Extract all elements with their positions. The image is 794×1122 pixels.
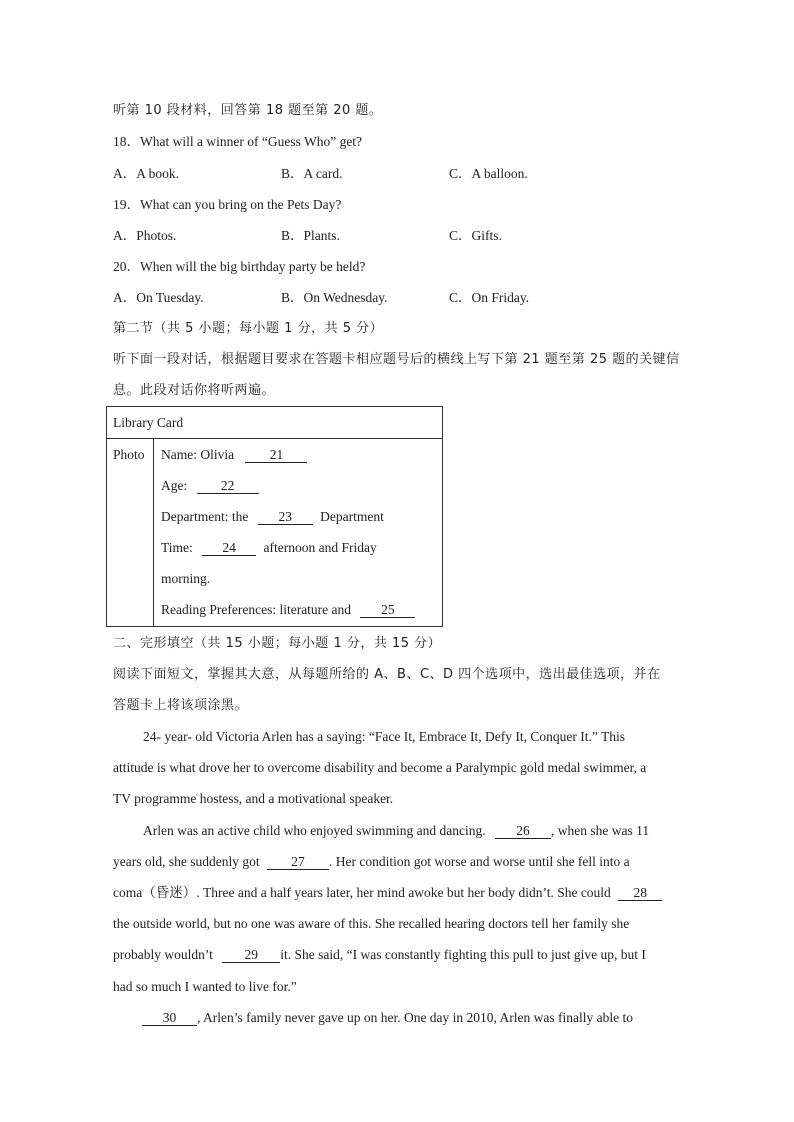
- name-label: Name: Olivia: [161, 447, 235, 462]
- reading-label: Reading Preferences: literature and: [161, 602, 352, 617]
- answer-blank-21[interactable]: 21: [245, 447, 307, 463]
- time-row: [161, 539, 377, 557]
- cloze-instructions-line1: 阅读下面短文，掌握其大意，从每题所给的 A、B、C、D 四个选项中，选出最佳选项，并在: [113, 667, 661, 682]
- name-row: [161, 446, 307, 464]
- passage-line: [113, 884, 683, 902]
- cloze-heading: 二、完形填空（共 15 小题；每小题 1 分，共 15 分）: [113, 636, 442, 651]
- cloze-instructions-line2: 答题卡上将该项涂黑。: [113, 698, 249, 713]
- passage-text: years old, she suddenly got: [113, 854, 260, 869]
- option-c: C．A balloon.: [449, 166, 528, 181]
- question-19: [113, 196, 341, 214]
- age-label: Age:: [161, 478, 188, 493]
- passage-line: [113, 822, 713, 840]
- answer-blank-22[interactable]: 22: [197, 478, 259, 494]
- option-a: A．Photos.: [113, 228, 177, 243]
- part2-heading: 第二节（共 5 小题；每小题 1 分，共 5 分）: [113, 321, 384, 336]
- reading-row: [161, 601, 415, 619]
- answer-blank-23[interactable]: 23: [258, 509, 313, 525]
- passage-text: probably wouldn’t: [113, 947, 213, 962]
- question-18: [113, 133, 362, 151]
- option-c: C．Gifts.: [449, 228, 502, 243]
- passage-line: [113, 946, 683, 964]
- option-a: A．A book.: [113, 166, 180, 181]
- department-row: [161, 508, 384, 526]
- option-b: B．A card.: [281, 166, 343, 181]
- department-label: Department: the: [161, 509, 249, 524]
- passage-line: [113, 853, 683, 871]
- question-text: What will a winner of “Guess Who” get?: [140, 134, 363, 149]
- question-number: 20．: [113, 259, 140, 274]
- passage-line: attitude is what drove her to overcome disability and become a Paralympic gold medal swimmer, a: [113, 760, 647, 775]
- passage-text: coma（昏迷）. Three and a half years later, her mind awoke but her body didn’t. She could: [113, 885, 611, 900]
- passage-line: 24- year- old Victoria Arlen has a saying: “Face It, Embrace It, Defy It, Conquer It.” This: [143, 729, 626, 744]
- cloze-blank-29[interactable]: 29: [222, 947, 280, 963]
- time-suffix: afternoon and Friday: [263, 540, 377, 555]
- option-c: C．On Friday.: [449, 290, 530, 305]
- cloze-blank-27[interactable]: 27: [267, 854, 329, 870]
- passage-line: the outside world, but no one was aware of this. She recalled hearing doctors tell her family she: [113, 916, 630, 931]
- card-title-cell: [107, 407, 443, 439]
- question-text: What can you bring on the Pets Day?: [140, 197, 342, 212]
- question-20: [113, 258, 365, 276]
- answer-blank-24[interactable]: 24: [202, 540, 256, 556]
- answer-blank-25[interactable]: 25: [360, 602, 415, 618]
- photo-cell: [107, 439, 154, 627]
- cloze-blank-28[interactable]: 28: [618, 885, 662, 901]
- cloze-blank-26[interactable]: 26: [495, 823, 551, 839]
- section-intro: 听第 10 段材料，回答第 18 题至第 20 题。: [113, 103, 383, 118]
- option-b: B．Plants.: [281, 228, 340, 243]
- passage-text: , Arlen’s family never gave up on her. One day in 2010, Arlen was finally able to: [197, 1010, 634, 1025]
- department-suffix: Department: [320, 509, 384, 524]
- passage-line: had so much I wanted to live for.”: [113, 979, 297, 994]
- time-row-continued: morning.: [161, 571, 211, 586]
- card-details-cell: [154, 439, 443, 627]
- question-number: 19．: [113, 197, 140, 212]
- library-card-table: [106, 406, 443, 627]
- photo-label: Photo: [113, 447, 145, 462]
- cloze-blank-30[interactable]: 30: [142, 1010, 197, 1026]
- age-row: [161, 477, 259, 495]
- passage-line: TV programme hostess, and a motivational speaker.: [113, 791, 394, 806]
- time-label: Time:: [161, 540, 193, 555]
- passage-line: [142, 1009, 682, 1027]
- part2-instructions-line1: 听下面一段对话，根据题目要求在答题卡相应题号后的横线上写下第 21 题至第 25 题的关键信: [113, 352, 680, 367]
- question-number: 18．: [113, 134, 140, 149]
- option-b: B．On Wednesday.: [281, 290, 388, 305]
- passage-text: , when she was 11: [551, 823, 650, 838]
- card-title: Library Card: [113, 415, 184, 430]
- passage-text: Arlen was an active child who enjoyed swimming and dancing.: [143, 823, 486, 838]
- question-text: When will the big birthday party be held?: [140, 259, 366, 274]
- option-a: A．On Tuesday.: [113, 290, 204, 305]
- passage-text: it. She said, “I was constantly fighting this pull to just give up, but I: [280, 947, 646, 962]
- part2-instructions-line2: 息。此段对话你将听两遍。: [113, 383, 276, 398]
- passage-text: . Her condition got worse and worse until she fell into a: [328, 854, 630, 869]
